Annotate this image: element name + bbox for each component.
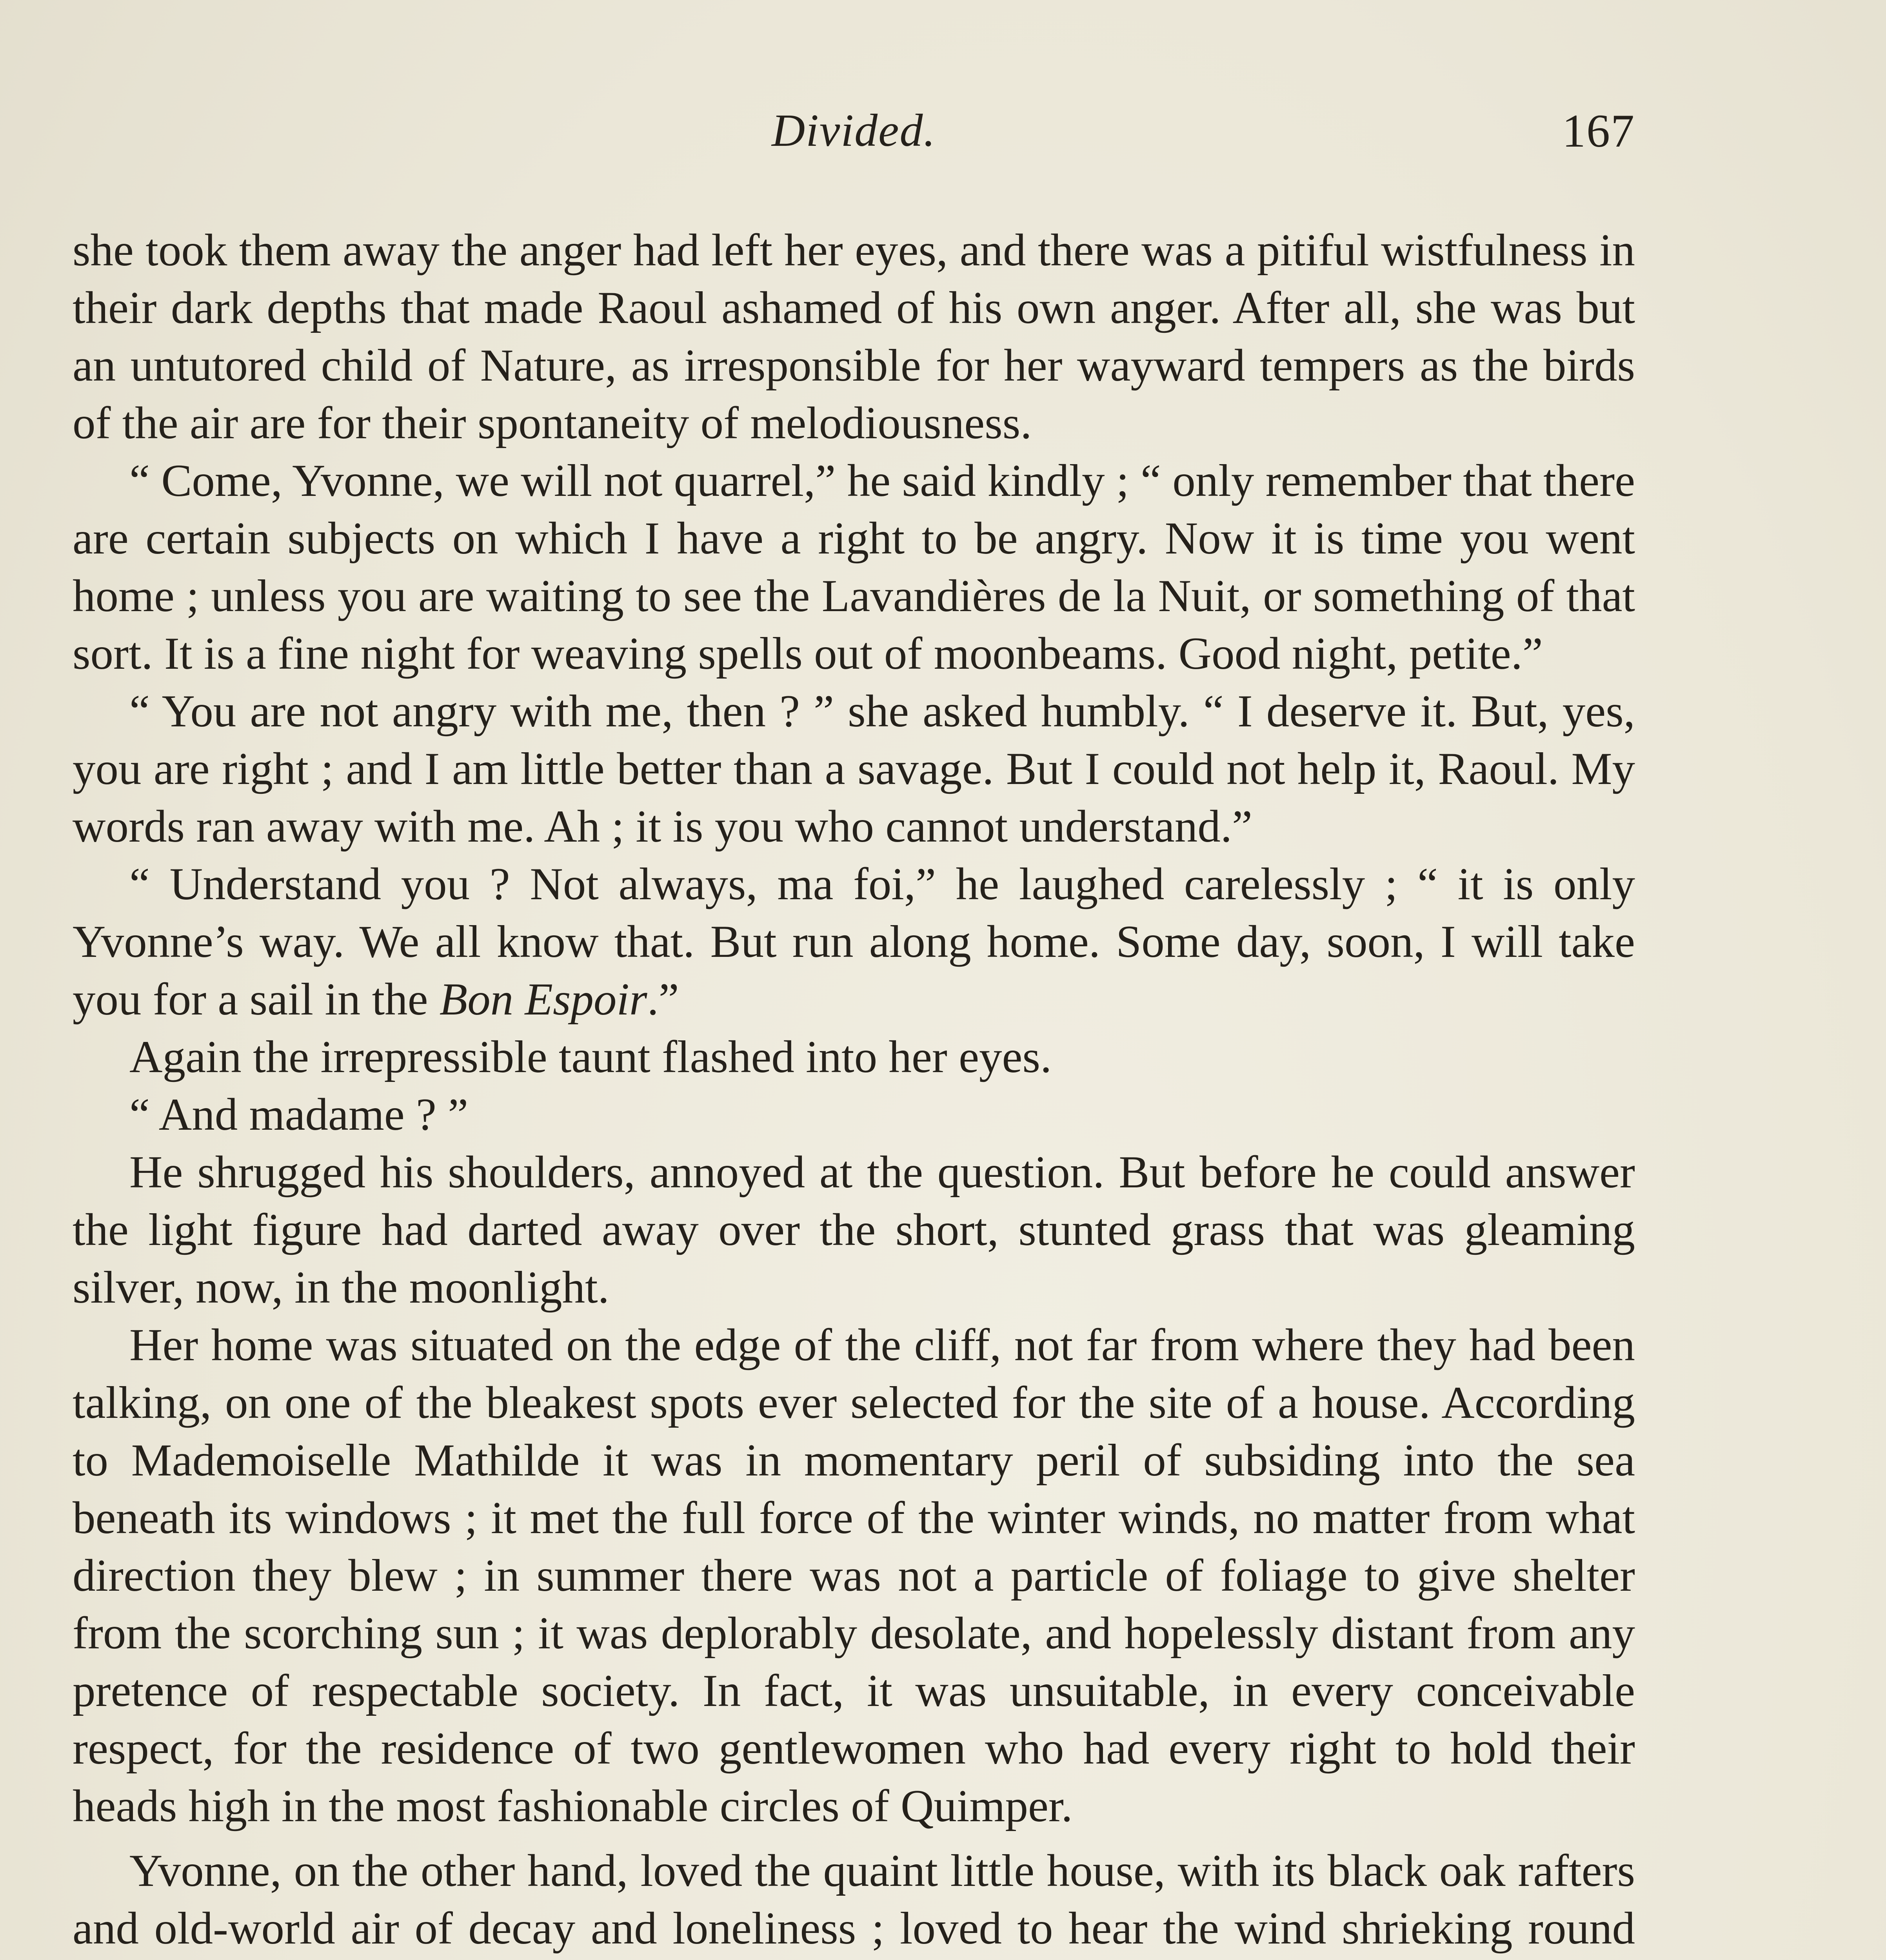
paragraph-8: Her home was situated on the edge of the cliff, not far from where they had been talking, on one of the bleakest spots ever selected for the site of a house. According to Mademoiselle Mathilde it was in momentary peril of subsiding into the sea beneath its windows ; it met the full force of the winter winds, no matter from what direction they blew ; in summer there was not a particle of foliage to give shelter from the scorching sun ; it was deplorably desolate, and hopelessly distant from any pretence of respectable society. In fact, it was unsuitable, in every conceivable respect, for the residence of two gentlewomen who had every right to hold their heads high in the most fashionable circles of Quimper. bbox=[73, 1320, 1635, 1831]
paragraph-3: “ You are not angry with me, then ? ” she asked humbly. “ I deserve it. But, yes, you are right ; and I am little better than a savage. But I could not help it, Raoul. My words ran away with me. Ah ; it is you who cannot understand.” bbox=[73, 686, 1635, 852]
body-text bbox=[73, 221, 1635, 1960]
paragraph-9: Yvonne, on the other hand, loved the quaint little house, with its black oak rafters and old-world air of decay and loneliness ; loved to hear the wind shrieking round bbox=[73, 1846, 1635, 1954]
paragraph-7: He shrugged his shoulders, annoyed at the question. But before he could answer the light figure had darted away over the short, stunted grass that was gleaming silver, now, in the moonlight. bbox=[73, 1147, 1635, 1313]
paragraph-4 bbox=[73, 855, 1635, 1028]
running-title: Divided. bbox=[771, 105, 936, 156]
paragraph-5: Again the irrepressible taunt flashed into her eyes. bbox=[129, 1032, 1052, 1082]
paragraph-2: “ Come, Yvonne, we will not quarrel,” he said kindly ; “ only remember that there are certain subjects on which I have a right to be angry. Now it is time you went home ; unless you are waiting to see the Lavandières de la Nuit, or something of that sort. It is a fine night for weaving spells out of moonbeams. Good night, petite.” bbox=[73, 456, 1635, 679]
paragraph-1: she took them away the anger had left her eyes, and there was a pitiful wistfulness in their dark depths that made Raoul ashamed of his own anger. After all, she was but an untutored child of Nature, as irresponsible for her wayward tempers as the birds of the air are for their spontaneity of melodiousness. bbox=[73, 225, 1635, 448]
boat-name: Bon Espoir bbox=[439, 974, 647, 1025]
paragraph-6: “ And madame ? ” bbox=[129, 1089, 469, 1140]
paragraph-4-end: .” bbox=[647, 974, 679, 1025]
page-number: 167 bbox=[1562, 105, 1635, 157]
page-header bbox=[73, 104, 1635, 182]
paragraph-4-text: “ Understand you ? Not always, ma foi,” he laughed carelessly ; “ it is only Yvonne’s way. We all know that. But run along home. Some day, soon, I will take you for a sail in the bbox=[73, 859, 1635, 1025]
